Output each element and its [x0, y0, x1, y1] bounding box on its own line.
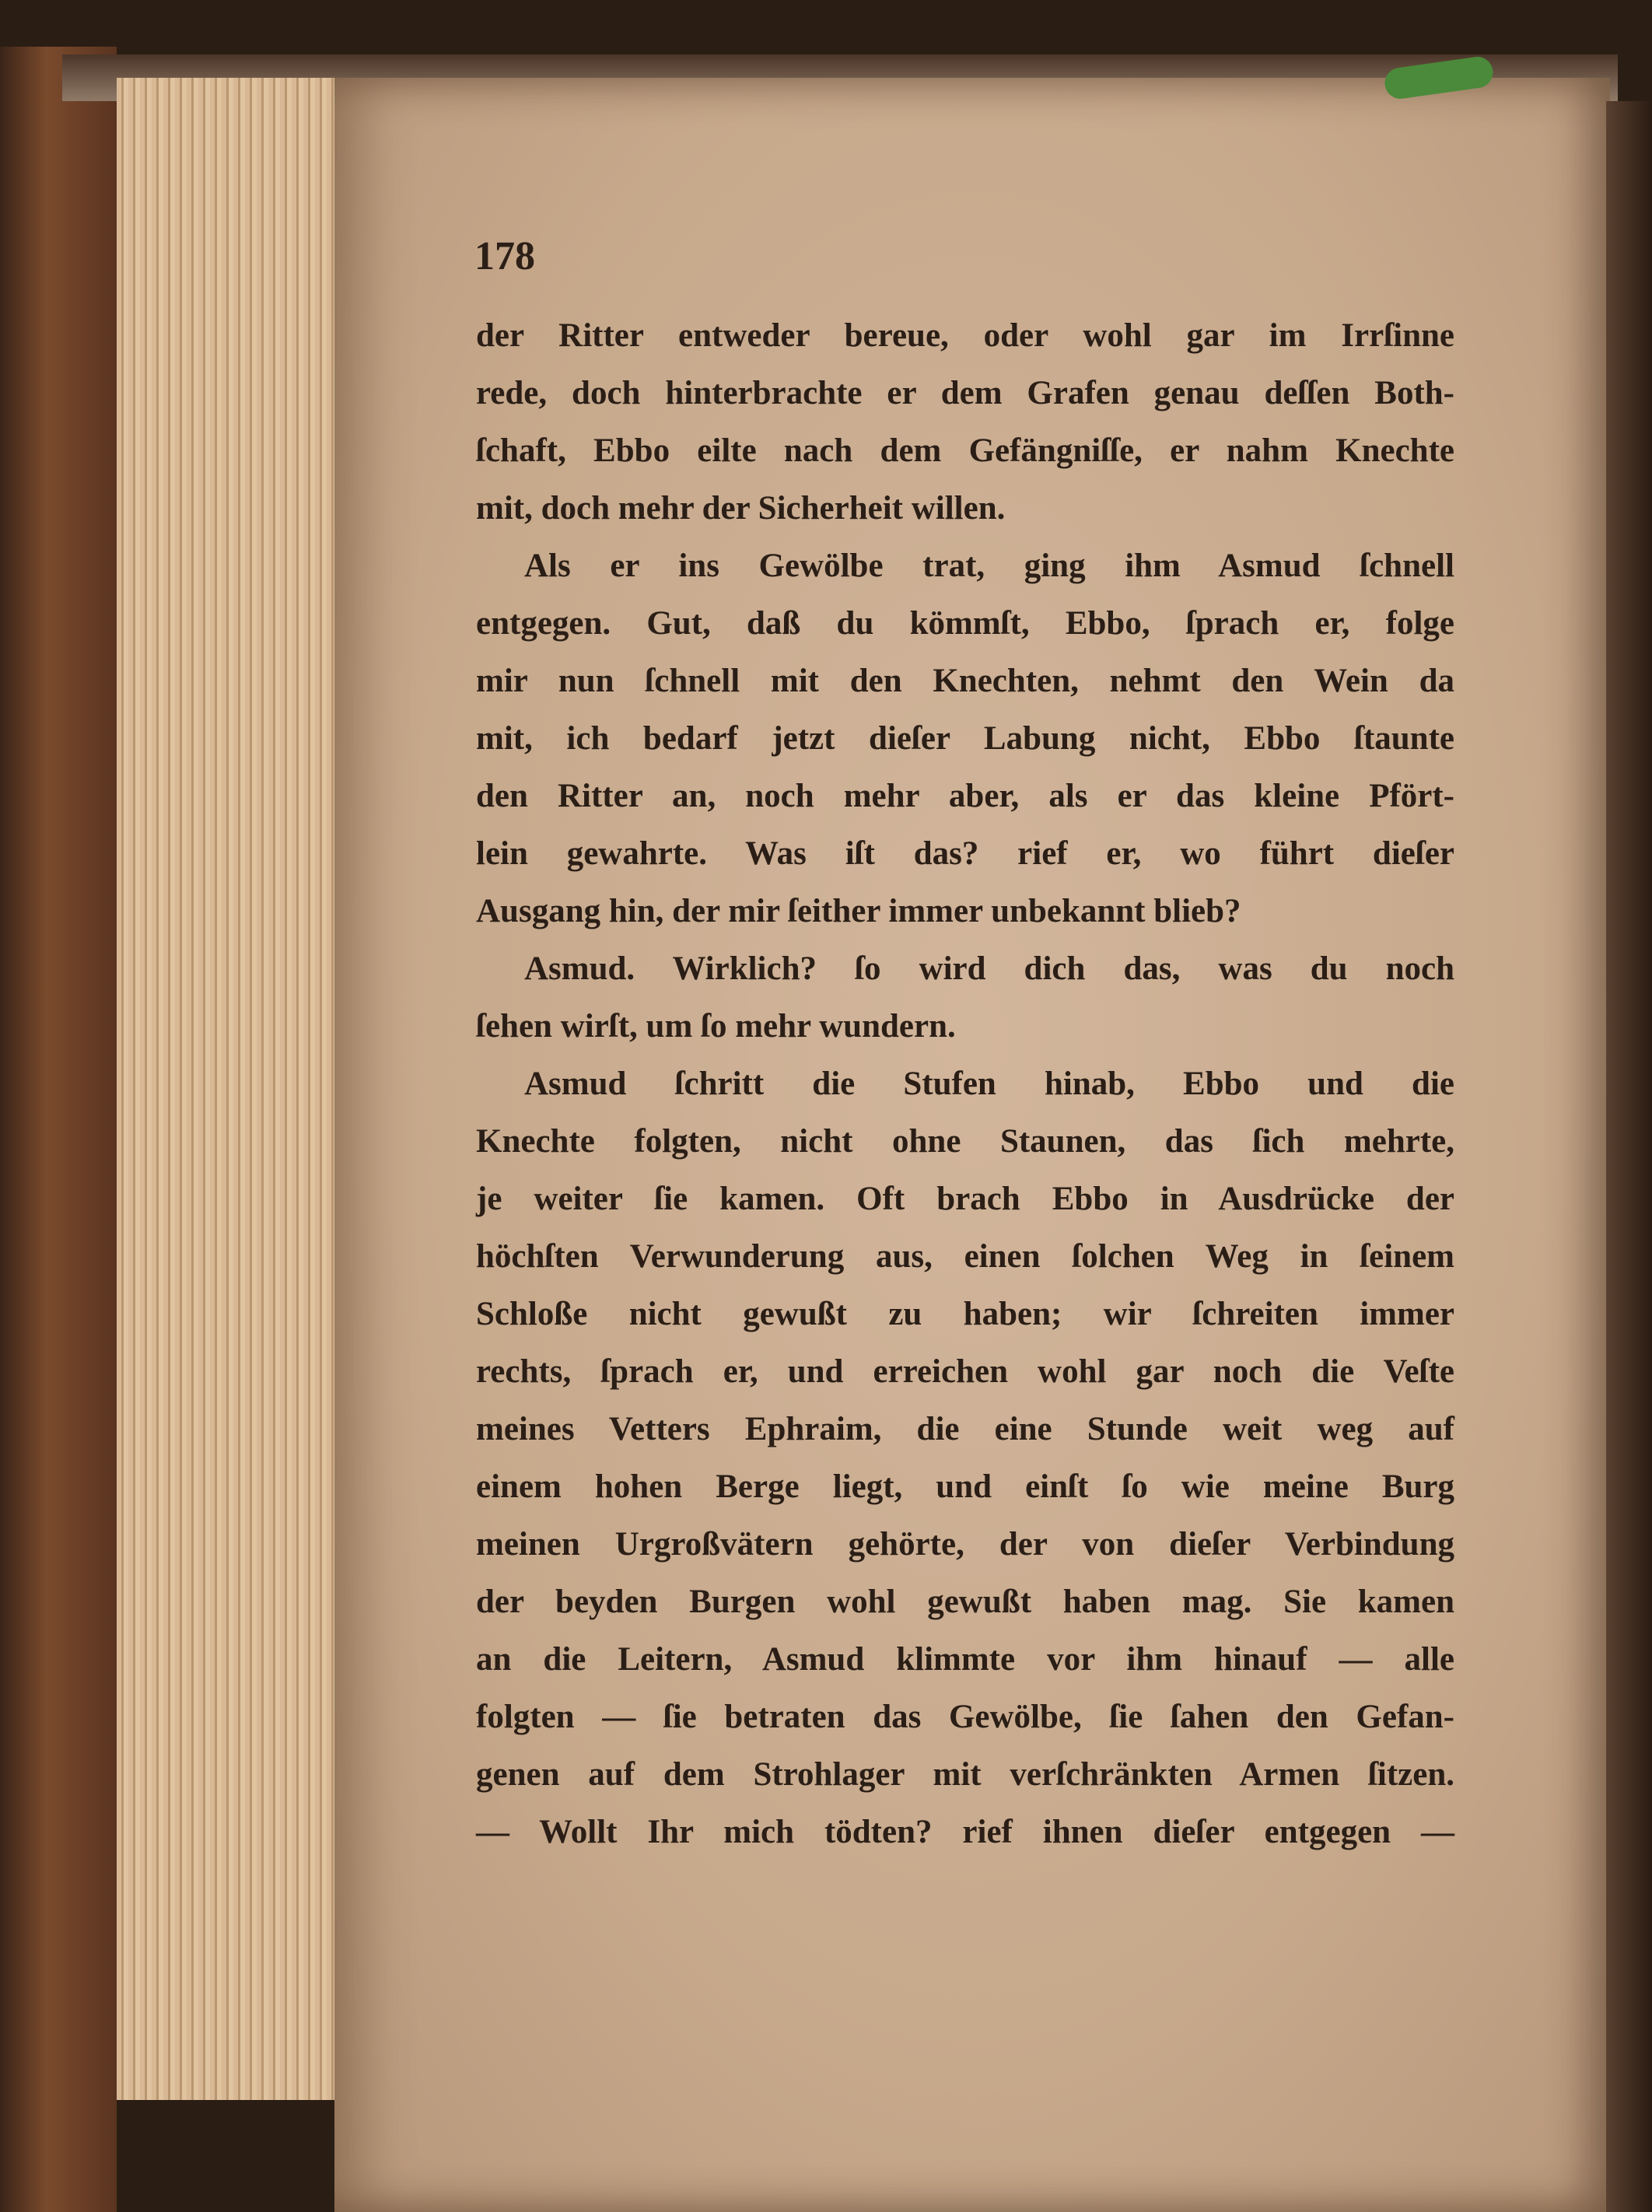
text-line: Asmud. Wirklich? ſo wird dich das, was du noch — [524, 950, 1454, 987]
text-line: je weiter ſie kamen. Oft brach Ebbo in Ausdrücke der — [476, 1181, 1454, 1217]
book-gutter — [1606, 101, 1652, 2212]
text-line: ſehen wirſt, um ſo mehr wundern. — [476, 1008, 956, 1045]
text-line: der beyden Burgen wohl gewußt haben mag. Sie kamen — [476, 1584, 1454, 1620]
text-line: einem hohen Berge liegt, und einſt ſo wie meine Burg — [476, 1468, 1454, 1505]
text-line: Asmud ſchritt die Stufen hinab, Ebbo und die — [524, 1066, 1454, 1102]
text-line: der Ritter entweder bereue, oder wohl gar im Irrſinne — [476, 317, 1454, 354]
text-line: lein gewahrte. Was iſt das? rief er, wo führt dieſer — [476, 835, 1454, 872]
text-line: Ausgang hin, der mir ſeither immer unbekannt blieb? — [476, 893, 1241, 929]
text-line: folgten — ſie betraten das Gewölbe, ſie ſahen den Gefan- — [476, 1699, 1454, 1735]
text-line: ſchaft, Ebbo eilte nach dem Gefängniſſe, er nahm Knechte — [476, 432, 1454, 469]
text-line: meines Vetters Ephraim, die eine Stunde weit weg auf — [476, 1411, 1454, 1447]
text-line: mit, ich bedarf jetzt dieſer Labung nicht, Ebbo ſtaunte — [476, 720, 1454, 757]
text-line: Knechte folgten, nicht ohne Staunen, das ſich mehrte, — [476, 1123, 1454, 1160]
text-line: meinen Urgroßvätern gehörte, der von dieſer Verbindung — [476, 1526, 1454, 1563]
page-edges — [117, 78, 350, 2100]
text-line: rechts, ſprach er, und erreichen wohl gar noch die Veſte — [476, 1353, 1454, 1390]
text-line: — Wollt Ihr mich tödten? rief ihnen dieſer entgegen — — [476, 1814, 1454, 1850]
text-line: entgegen. Gut, daß du kömmſt, Ebbo, ſprach er, folge — [476, 605, 1454, 642]
text-line: Als er ins Gewölbe trat, ging ihm Asmud ſchnell — [524, 548, 1454, 584]
book-cover-edge — [0, 47, 117, 2212]
text-line: mit, doch mehr der Sicherheit willen. — [476, 490, 1006, 527]
text-line: an die Leitern, Asmud klimmte vor ihm hinauf — alle — [476, 1641, 1454, 1678]
text-line: den Ritter an, noch mehr aber, als er das kleine Pfört- — [476, 778, 1454, 814]
page-number: 178 — [474, 234, 535, 278]
body-text — [476, 307, 1454, 1861]
text-line: genen auf dem Strohlager mit verſchränkten Armen ſitzen. — [476, 1756, 1454, 1793]
text-line: rede, doch hinterbrachte er dem Grafen genau deſſen Both- — [476, 375, 1454, 411]
text-line: Schloße nicht gewußt zu haben; wir ſchreiten immer — [476, 1296, 1454, 1332]
text-line: mir nun ſchnell mit den Knechten, nehmt den Wein da — [476, 663, 1454, 699]
text-line: höchſten Verwunderung aus, einen ſolchen Weg in ſeinem — [476, 1238, 1454, 1275]
